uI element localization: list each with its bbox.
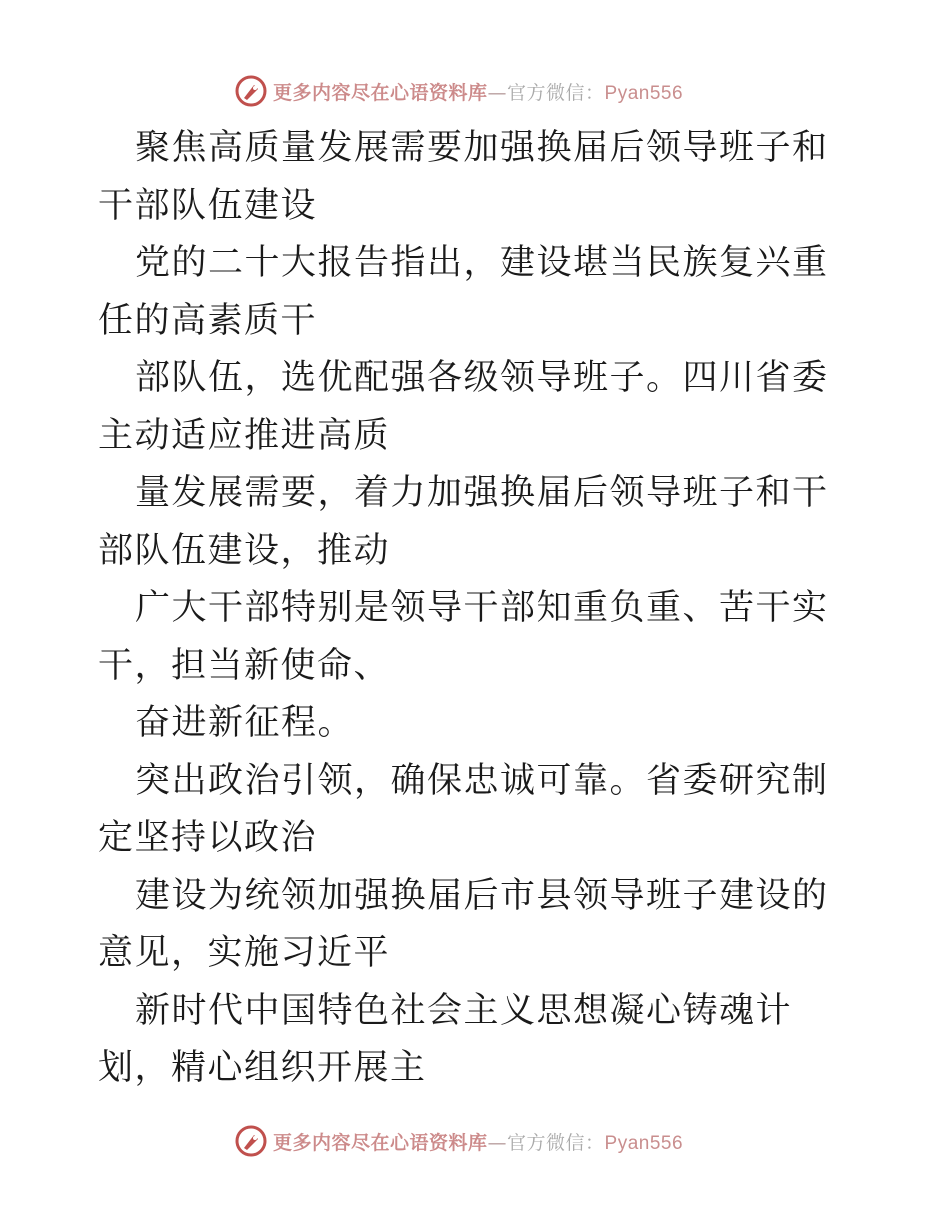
watermark-account: Pyan556 [604,1132,684,1154]
watermark-official-label: 官方微信： [507,81,605,104]
header-watermark-text [273,78,683,105]
footer-watermark-banner [235,1124,755,1158]
document-body [98,120,858,1098]
pen-nib-logo-icon [235,75,267,107]
watermark-official-label: 官方微信： [507,1131,605,1154]
paragraph-7: 突出政治引领，确保忠诚可靠。省委研究制定坚持以政治 [98,760,829,858]
watermark-brand: 更多内容尽在心语资料库 [273,1131,488,1154]
paragraph-5: 广大干部特别是领导干部知重负重、苦干实干，担当新使命、 [98,588,829,686]
watermark-brand: 更多内容尽在心语资料库 [273,81,488,104]
paragraph-3: 部队伍，选优配强各级领导班子。四川省委主动适应推进高质 [98,358,829,456]
paragraph-6: 奋进新征程。 [135,703,355,743]
pen-nib-logo-icon [235,1125,267,1157]
watermark-account: Pyan556 [604,82,684,104]
paragraph-8: 建设为统领加强换届后市县领导班子建设的意见，实施习近平 [98,875,829,973]
paragraph-4: 量发展需要，着力加强换届后领导班子和干部队伍建设，推动 [98,473,829,571]
paragraph-1: 聚焦高质量发展需要加强换届后领导班子和干部队伍建设 [98,128,829,226]
watermark-dash: — [487,1131,508,1154]
paragraph-9: 新时代中国特色社会主义思想凝心铸魂计划，精心组织开展主 [98,990,793,1088]
watermark-dash: — [487,81,508,104]
footer-watermark-text [273,1128,683,1155]
header-watermark-banner [235,74,755,108]
paragraph-2: 党的二十大报告指出，建设堪当民族复兴重任的高素质干 [98,243,829,341]
